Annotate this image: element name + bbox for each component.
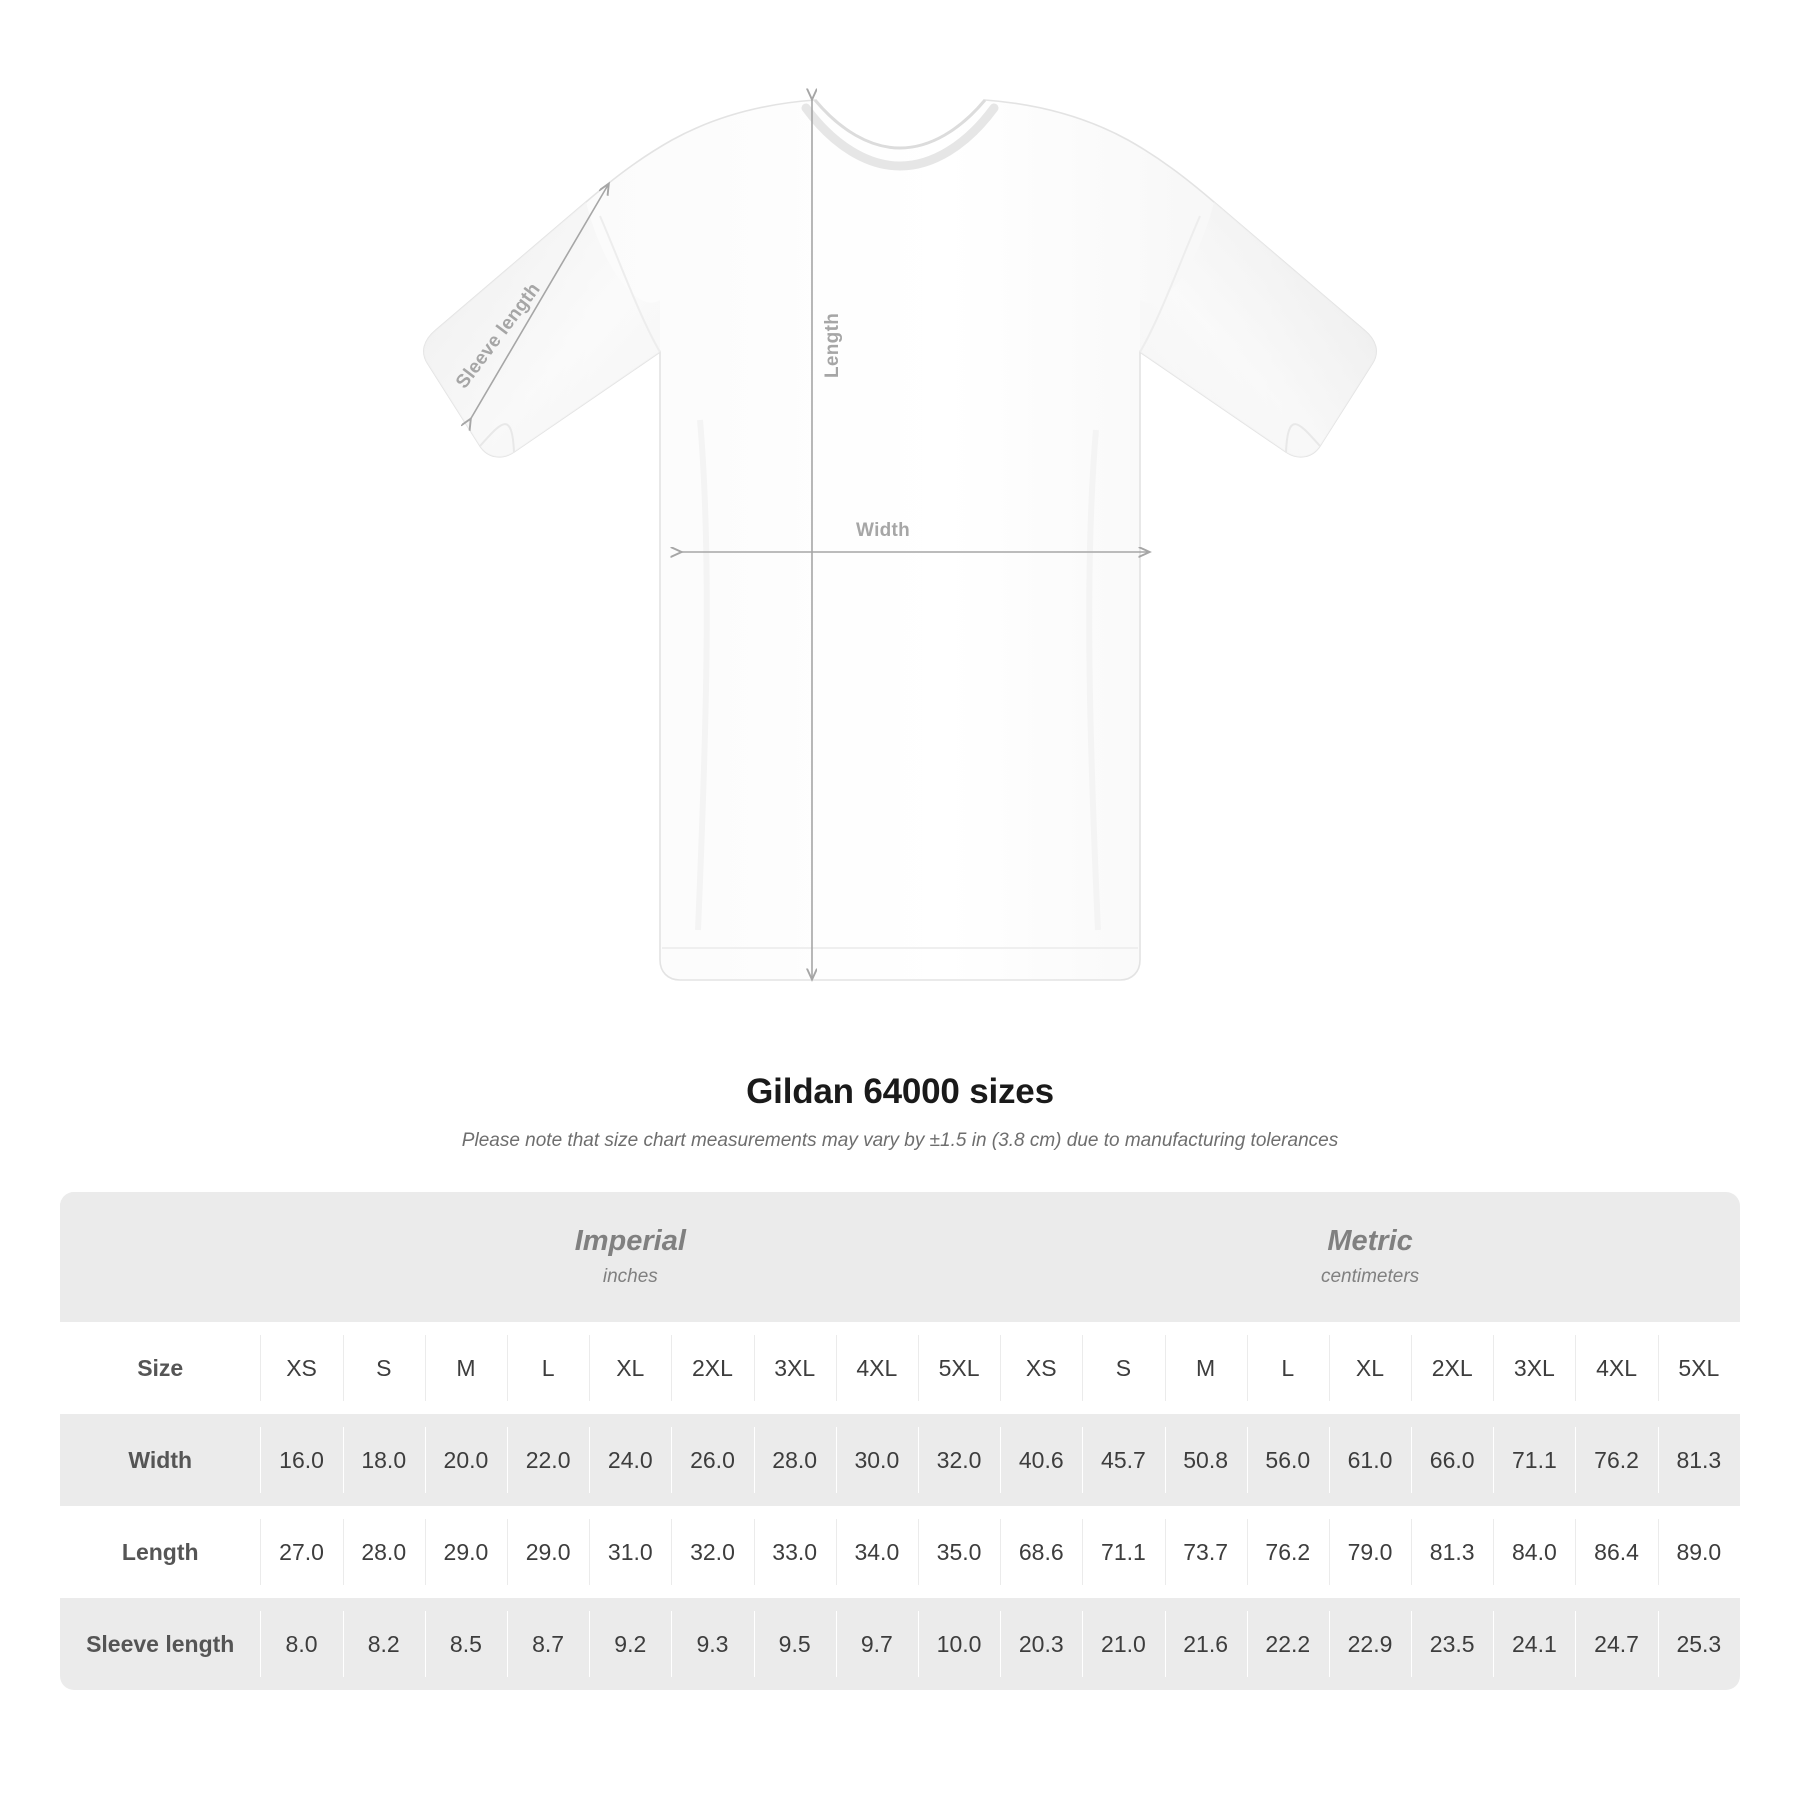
table-row-sleeve-length [60,1598,1740,1690]
width-value: 71.1 [1493,1414,1575,1506]
length-value: 32.0 [671,1506,753,1598]
length-value: 84.0 [1493,1506,1575,1598]
tolerance-note: Please note that size chart measurements may vary by ±1.5 in (3.8 cm) due to manufacturing tolerances [461,1130,1339,1151]
sleeve-value: 22.2 [1247,1598,1329,1690]
length-label: Length [822,312,843,378]
size-table-wrap [60,1192,1740,1690]
sleeve-value: 8.7 [507,1598,589,1690]
length-value: 31.0 [589,1506,671,1598]
sleeve-value: 21.6 [1165,1598,1247,1690]
sleeve-value: 23.5 [1411,1598,1493,1690]
width-value: 56.0 [1247,1414,1329,1506]
size-cell: 2XL [1411,1322,1493,1414]
length-value: 27.0 [260,1506,342,1598]
title-block [0,1072,1800,1152]
width-value: 22.0 [507,1414,589,1506]
size-cell: L [507,1322,589,1414]
size-cell: 2XL [671,1322,753,1414]
unit-group-imperial [260,1192,1000,1322]
length-value: 34.0 [836,1506,918,1598]
length-value: 81.3 [1411,1506,1493,1598]
size-cell: 4XL [836,1322,918,1414]
row-label-size: Size [137,1354,184,1381]
width-value: 30.0 [836,1414,918,1506]
size-cell: 3XL [754,1322,836,1414]
sleeve-value: 22.9 [1329,1598,1411,1690]
width-value: 45.7 [1082,1414,1164,1506]
width-value: 18.0 [343,1414,425,1506]
size-cell: S [343,1322,425,1414]
length-value: 89.0 [1658,1506,1740,1598]
length-value: 76.2 [1247,1506,1329,1598]
row-label-width: Width [128,1446,193,1473]
width-value: 24.0 [589,1414,671,1506]
sleeve-length-label: Sleeve length [452,279,545,393]
sleeve-value: 21.0 [1082,1598,1164,1690]
unit-group-imperial-name: Imperial [574,1225,686,1258]
row-label-sleeve-length: Sleeve length [86,1630,235,1657]
sleeve-value: 25.3 [1658,1598,1740,1690]
width-value: 32.0 [918,1414,1000,1506]
length-value: 86.4 [1575,1506,1657,1598]
sleeve-value: 9.5 [754,1598,836,1690]
sleeve-value: 24.7 [1575,1598,1657,1690]
row-label-length: Length [121,1538,199,1565]
size-cell: XL [1329,1322,1411,1414]
sleeve-value: 8.0 [260,1598,342,1690]
unit-group-metric [1000,1192,1740,1322]
sleeve-value: 9.7 [836,1598,918,1690]
size-cell: XS [260,1322,342,1414]
unit-group-metric-sub: centimeters [1320,1265,1420,1287]
size-cell: 3XL [1493,1322,1575,1414]
sleeve-value: 10.0 [918,1598,1000,1690]
sleeve-value: 20.3 [1000,1598,1082,1690]
sleeve-value: 8.2 [343,1598,425,1690]
unit-group-metric-name: Metric [1327,1225,1413,1258]
length-value: 29.0 [507,1506,589,1598]
size-cell: 5XL [1658,1322,1740,1414]
size-cell: XS [1000,1322,1082,1414]
length-value: 28.0 [343,1506,425,1598]
size-cell: L [1247,1322,1329,1414]
table-row-length [60,1506,1740,1598]
length-value: 71.1 [1082,1506,1164,1598]
size-cell: 4XL [1575,1322,1657,1414]
size-cell: XL [589,1322,671,1414]
width-value: 76.2 [1575,1414,1657,1506]
width-label: Width [856,520,911,541]
length-value: 79.0 [1329,1506,1411,1598]
width-value: 66.0 [1411,1414,1493,1506]
page-title: Gildan 64000 sizes [746,1072,1054,1111]
size-cell: M [425,1322,507,1414]
length-value: 68.6 [1000,1506,1082,1598]
width-value: 20.0 [425,1414,507,1506]
size-cell: S [1082,1322,1164,1414]
width-value: 50.8 [1165,1414,1247,1506]
size-cell: M [1165,1322,1247,1414]
width-value: 40.6 [1000,1414,1082,1506]
size-cell: 5XL [918,1322,1000,1414]
length-value: 29.0 [425,1506,507,1598]
sleeve-value: 8.5 [425,1598,507,1690]
length-value: 73.7 [1165,1506,1247,1598]
length-value: 33.0 [754,1506,836,1598]
table-row-width [60,1414,1740,1506]
table-corner-cell [60,1192,260,1322]
width-value: 61.0 [1329,1414,1411,1506]
width-value: 16.0 [260,1414,342,1506]
sleeve-value: 9.2 [589,1598,671,1690]
width-value: 26.0 [671,1414,753,1506]
sleeve-value: 24.1 [1493,1598,1575,1690]
sleeve-value: 9.3 [671,1598,753,1690]
size-table [60,1192,1740,1690]
unit-group-imperial-sub: inches [602,1265,658,1287]
table-row-size [60,1322,1740,1414]
width-value: 81.3 [1658,1414,1740,1506]
width-value: 28.0 [754,1414,836,1506]
length-value: 35.0 [918,1506,1000,1598]
unit-header-row [60,1192,1740,1322]
